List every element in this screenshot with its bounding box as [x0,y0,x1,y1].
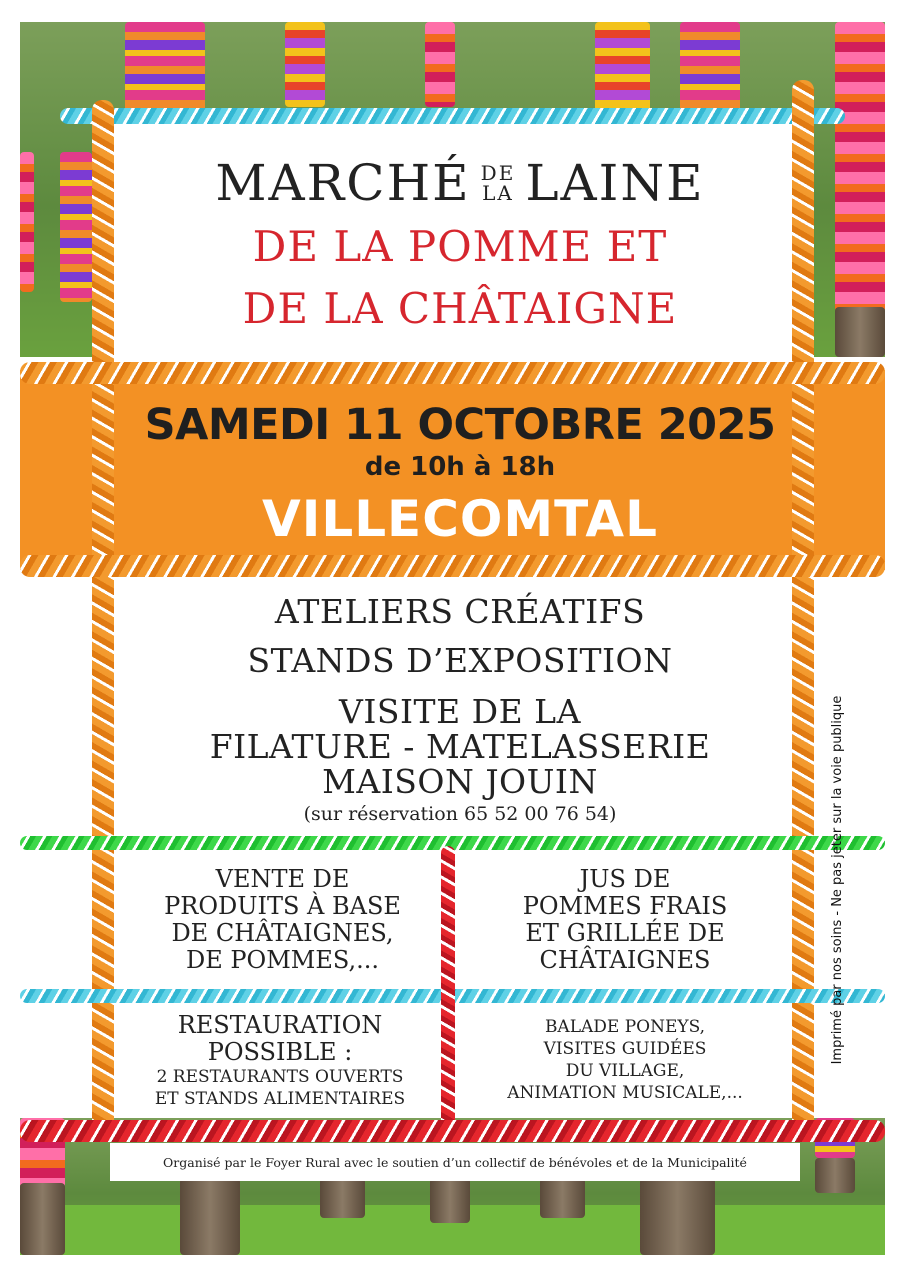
event-town: VILLECOMTAL [262,490,658,548]
cell-line: BALADE PONEYS, [544,1017,706,1037]
blue-rope-top [60,108,845,124]
cell-animations [465,1016,785,1104]
cell-detail-line: 2 RESTAURANTS OUVERTS [156,1067,404,1087]
title-line-pomme: DE LA POMME ET [252,222,668,271]
reservation-note: (sur réservation 65 52 00 76 54) [303,803,617,825]
event-hours: de 10h à 18h [364,452,556,482]
orange-rope-upper [20,362,885,384]
cell-line: ANIMATION MUSICALE,... [507,1083,743,1103]
cell-jus-pommes [465,866,785,974]
cell-line: DU VILLAGE, [565,1061,685,1081]
cell-vente-produits [130,866,435,974]
cell-line: VISITES GUIDÉES [543,1039,707,1059]
event-title [130,148,790,218]
cell-heading-line: RESTAURATION [177,1011,383,1039]
activity-maison-jouin: MAISON JOUIN [322,762,598,801]
red-rope-vertical [441,846,455,1128]
cell-line: JUS DE [579,865,671,893]
cell-line: DE CHÂTAIGNES, [171,919,394,947]
cell-line: VENTE DE [215,865,350,893]
orange-rope-left [92,100,114,1130]
cell-line: DE POMMES,... [186,946,379,974]
red-rope-bottom [20,1120,885,1142]
activity-stands: STANDS D’EXPOSITION [247,641,673,680]
print-notice: Imprimé par nos soins - Ne pas jeter sur la voie publique [830,695,845,1065]
title-word-la: LA [482,181,514,205]
event-date: SAMEDI 11 OCTOBRE 2025 [144,400,776,450]
cell-line: PRODUITS À BASE [164,892,401,920]
activity-filature: FILATURE - MATELASSERIE [209,727,711,766]
orange-rope-lower [20,555,885,577]
cell-restauration [125,1012,435,1110]
cell-line: POMMES FRAIS [522,892,728,920]
title-word-de: DE [480,161,516,185]
title-word-marche: MARCHÉ [215,154,471,212]
title-de-la [481,163,516,203]
activity-visite: VISITE DE LA [339,692,581,731]
title-line-chataigne: DE LA CHÂTAIGNE [242,284,678,333]
cell-line: CHÂTAIGNES [539,946,711,974]
cell-line: ET GRILLÉE DE [525,919,725,947]
title-word-laine: LAINE [525,154,705,212]
activity-ateliers: ATELIERS CRÉATIFS [274,592,646,631]
organizer-footer: Organisé par le Foyer Rural avec le soutien d’un collectif de bénévoles et de la Municipalité [110,1143,800,1181]
cell-detail-line: ET STANDS ALIMENTAIRES [154,1089,406,1109]
cell-heading-line: POSSIBLE : [207,1038,353,1066]
